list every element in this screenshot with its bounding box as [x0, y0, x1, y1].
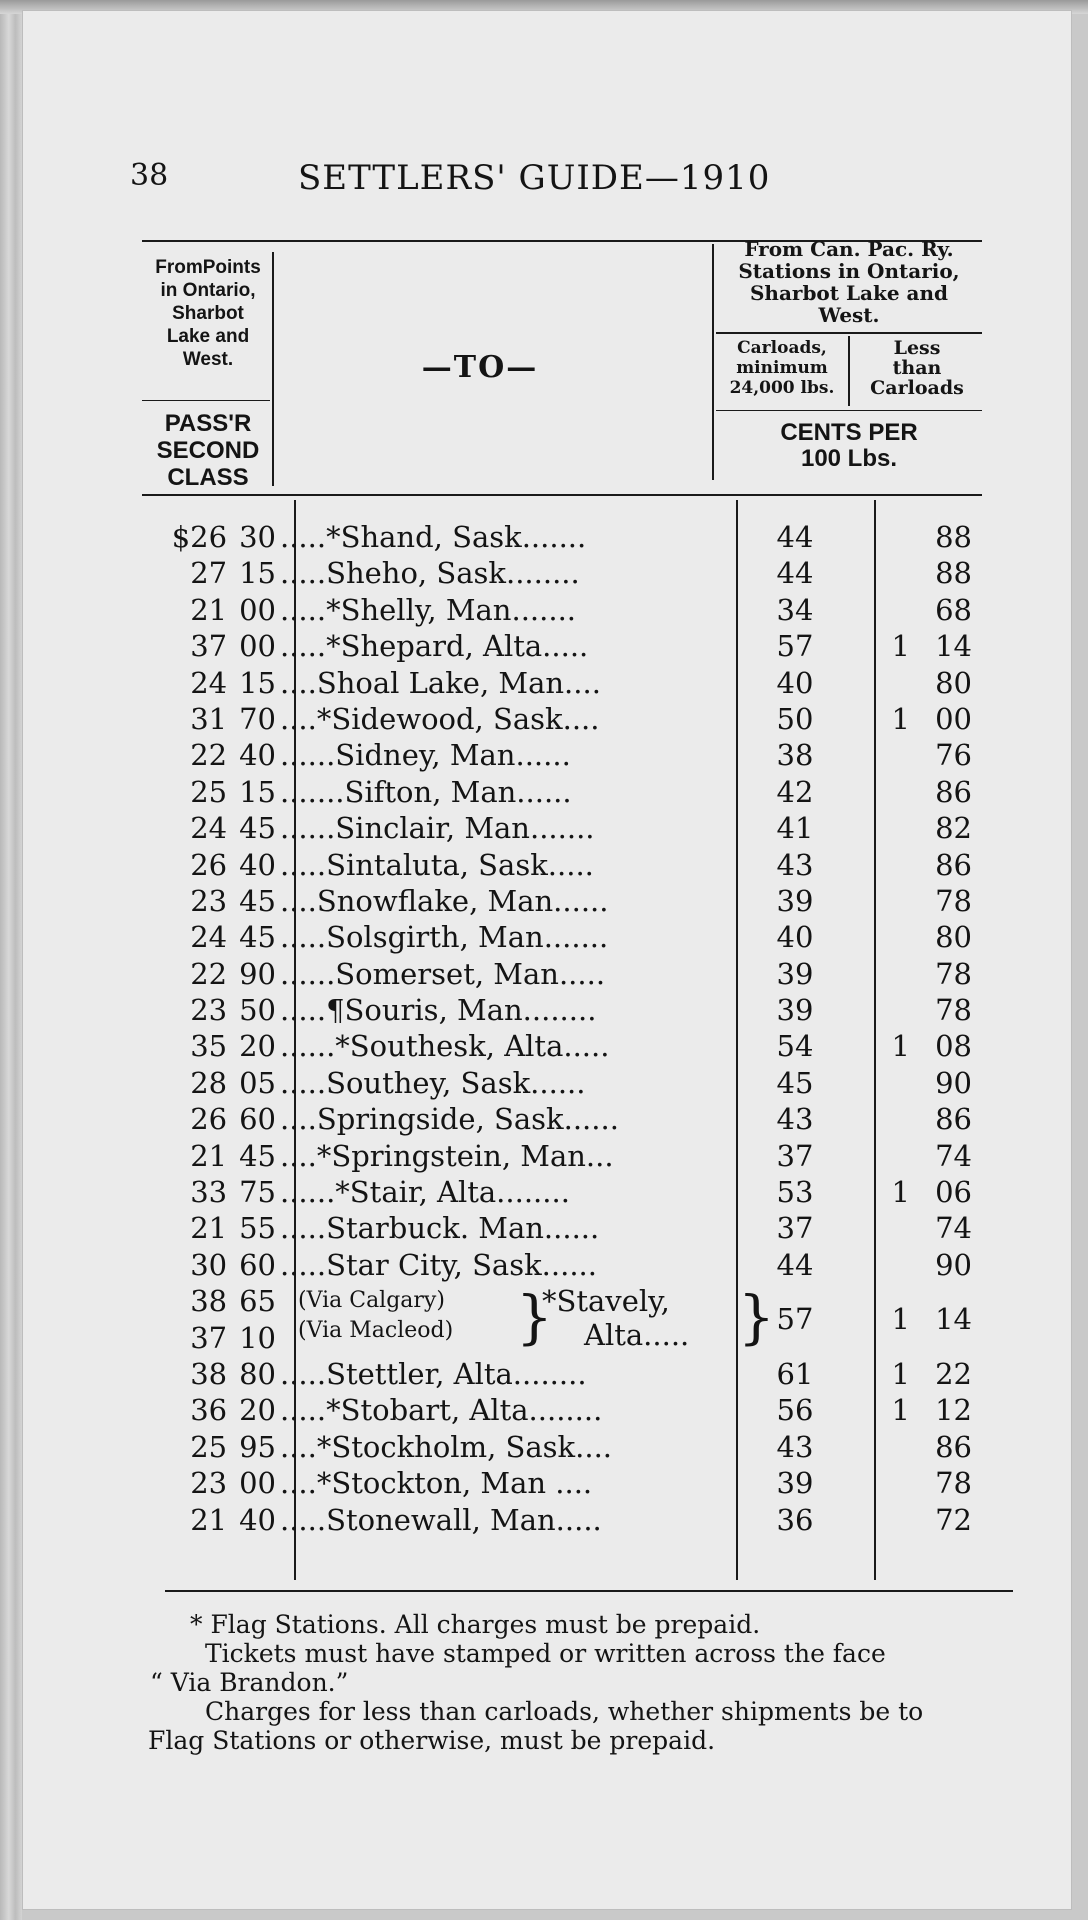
via-route: (Via Macleod)	[298, 1318, 454, 1344]
less-rate	[850, 1302, 1088, 1336]
less-rate	[850, 811, 1088, 845]
carload-rate: 37	[776, 1138, 814, 1173]
less-rate	[850, 1430, 1088, 1464]
less-rate-cents: 14	[935, 1302, 972, 1337]
table-row	[130, 1357, 1000, 1393]
table-row	[130, 811, 1000, 847]
less-rate-cents: 76	[935, 738, 972, 773]
table-row	[130, 1466, 1000, 1502]
destination: ....*Stockholm, Sask....	[280, 1429, 612, 1464]
less-rate-cents: 72	[935, 1502, 972, 1537]
table-row	[130, 520, 1000, 556]
destination: .....Solsgirth, Man.......	[280, 920, 609, 955]
fare	[130, 1066, 276, 1100]
fare-cents: 20	[239, 1393, 276, 1428]
fare-dollars: 31	[190, 701, 228, 736]
destination: ......*Stair, Alta........	[280, 1175, 570, 1210]
footnote: Flag Stations or otherwise, must be prepaid.	[148, 1726, 716, 1755]
fare-cents: 45	[239, 920, 276, 955]
table-row	[130, 775, 1000, 811]
less-rate	[850, 848, 1088, 882]
less-than-carloads-header	[852, 338, 982, 398]
less-rate-cents: 68	[935, 592, 972, 627]
less-rate-cents: 88	[935, 556, 972, 591]
table-row	[130, 1393, 1000, 1429]
fare-class-line: CLASS	[167, 464, 249, 491]
fare-cents: 95	[239, 1429, 276, 1464]
less-rate	[850, 1139, 1088, 1173]
right-brace: }	[738, 1283, 775, 1352]
table-row	[130, 629, 1000, 665]
destination: .....Sintaluta, Sask.....	[280, 847, 594, 882]
fare	[130, 993, 276, 1027]
table-row	[130, 884, 1000, 920]
less-rate	[850, 1029, 1088, 1063]
less-header-line: than	[892, 357, 942, 379]
carload-rate: 39	[776, 883, 814, 918]
less-rate-cents: 80	[935, 920, 972, 955]
less-rate	[850, 702, 1088, 736]
freight-header-line: From Can. Pac. Ry.	[744, 237, 954, 261]
less-rate-dollars: 1	[891, 1029, 910, 1064]
table-row	[130, 1503, 1000, 1539]
carload-rate: 36	[776, 1502, 814, 1537]
destination: ....Snowflake, Man......	[280, 883, 609, 918]
fare-dollars: 28	[190, 1065, 228, 1100]
fare-dollars: 27	[190, 556, 228, 591]
fare-dollars: 37	[190, 1320, 228, 1355]
carload-rate: 42	[776, 774, 814, 809]
fare-dollars: 21	[190, 1502, 228, 1537]
footnote: * Flag Stations. All charges must be prepaid.	[190, 1610, 761, 1639]
destination: .....*Shelly, Man.......	[280, 592, 577, 627]
destination: ......Sinclair, Man.......	[280, 811, 595, 846]
destination: .....¶Souris, Man........	[280, 993, 597, 1028]
carload-rate: 57	[776, 629, 814, 664]
destination	[542, 1284, 689, 1352]
carloads-header-line: Carloads,	[737, 338, 827, 358]
destination: ......*Southesk, Alta.....	[280, 1029, 610, 1064]
table-row	[130, 957, 1000, 993]
fare-dollars: 24	[190, 811, 228, 846]
less-header-line: Less	[893, 337, 941, 359]
fare-cents: 70	[239, 701, 276, 736]
fare-dollars: 33	[190, 1175, 228, 1210]
less-rate-cents: 00	[935, 701, 972, 736]
fare-cents: 40	[239, 738, 276, 773]
fare-cents: 10	[239, 1320, 276, 1355]
less-rate-cents: 78	[935, 993, 972, 1028]
fare	[130, 1284, 276, 1318]
table-row-stavely	[130, 1284, 1000, 1357]
table-row	[130, 1139, 1000, 1175]
less-rate-cents: 86	[935, 774, 972, 809]
table-row	[130, 1248, 1000, 1284]
less-rate	[850, 520, 1088, 554]
fare	[130, 920, 276, 954]
fare-cents: 15	[239, 556, 276, 591]
carload-rate: 57	[776, 1302, 814, 1337]
header-bottom-rule	[142, 494, 982, 496]
table-row	[130, 738, 1000, 774]
less-rate-cents: 90	[935, 1065, 972, 1100]
fare	[130, 1139, 276, 1173]
fare-cents: 00	[239, 1466, 276, 1501]
right-header-vline	[848, 336, 850, 406]
destination: ....*Springstein, Man...	[280, 1138, 614, 1173]
less-rate-cents: 12	[935, 1393, 972, 1428]
fare	[130, 1321, 276, 1355]
fare-dollars: 26	[190, 847, 228, 882]
less-rate	[850, 1102, 1088, 1136]
fare-dollars: 25	[190, 1429, 228, 1464]
carload-rate: 43	[776, 847, 814, 882]
less-rate-cents: 88	[935, 520, 972, 554]
fare	[130, 556, 276, 590]
fare	[130, 520, 276, 554]
table-row	[130, 920, 1000, 956]
fare-cents: 75	[239, 1175, 276, 1210]
fare-dollars: 21	[190, 592, 228, 627]
fare	[130, 848, 276, 882]
fare	[130, 1248, 276, 1282]
fare-dollars: $26	[171, 520, 228, 554]
fare-cents: 00	[239, 629, 276, 664]
destination-line: *Stavely,	[542, 1284, 670, 1319]
less-rate-dollars: 1	[891, 1393, 910, 1428]
fare-cents: 30	[239, 520, 276, 554]
left-header-divider	[142, 400, 270, 401]
carload-rate: 44	[776, 1247, 814, 1282]
less-rate	[850, 1248, 1088, 1282]
fare-cents: 65	[239, 1284, 276, 1319]
destination: .....Starbuck. Man......	[280, 1211, 600, 1246]
less-rate-cents: 86	[935, 1102, 972, 1137]
less-rate	[850, 1393, 1088, 1427]
carload-rate: 39	[776, 1466, 814, 1501]
fare-cents: 55	[239, 1211, 276, 1246]
footnotes	[148, 1610, 1020, 1755]
fare	[130, 1503, 276, 1537]
fare-cents: 60	[239, 1247, 276, 1282]
table-row	[130, 1029, 1000, 1065]
less-rate	[850, 884, 1088, 918]
cents-header-line: CENTS PER	[780, 419, 918, 446]
destination: .....Southey, Sask......	[280, 1065, 586, 1100]
fare-cents: 50	[239, 993, 276, 1028]
less-rate	[850, 593, 1088, 627]
carload-rate: 44	[776, 556, 814, 591]
fare-cents: 20	[239, 1029, 276, 1064]
fare-dollars: 22	[190, 956, 228, 991]
destination: .....*Stobart, Alta........	[280, 1393, 603, 1428]
fare-dollars: 30	[190, 1247, 228, 1282]
carload-rate: 54	[776, 1029, 814, 1064]
fare-dollars: 26	[190, 1102, 228, 1137]
carload-rate: 43	[776, 1102, 814, 1137]
fare-cents: 45	[239, 811, 276, 846]
destination: ......Somerset, Man.....	[280, 956, 606, 991]
table-row	[130, 1102, 1000, 1138]
less-rate-cents: 22	[935, 1357, 972, 1391]
cents-divider	[716, 410, 982, 411]
page-number: 38	[130, 158, 169, 193]
less-rate	[850, 1503, 1088, 1537]
less-rate-cents: 78	[935, 1466, 972, 1501]
cents-per-header	[716, 420, 982, 472]
via-route: (Via Calgary)	[298, 1288, 445, 1314]
fare-class-line: PASS'R	[164, 410, 252, 437]
less-rate-cents: 06	[935, 1175, 972, 1210]
destination: .....Stonewall, Man.....	[280, 1502, 602, 1537]
carload-rate: 38	[776, 738, 814, 773]
destination: .....Stettler, Alta........	[280, 1357, 587, 1391]
fare	[130, 775, 276, 809]
destination: ....Springside, Sask......	[280, 1102, 619, 1137]
left-brace: }	[516, 1283, 553, 1352]
fare-dollars: 22	[190, 738, 228, 773]
freight-header-line: West.	[818, 303, 880, 327]
less-rate-dollars: 1	[891, 701, 910, 736]
less-rate-dollars: 1	[891, 1302, 910, 1337]
less-rate	[850, 738, 1088, 772]
fare	[130, 1357, 276, 1391]
fare	[130, 702, 276, 736]
destination: .....Sheho, Sask........	[280, 556, 580, 591]
destination: ......Sidney, Man......	[280, 738, 571, 773]
fare	[130, 1102, 276, 1136]
fare	[130, 1466, 276, 1500]
table-row	[130, 593, 1000, 629]
carload-rate: 34	[776, 592, 814, 627]
fare-cents: 60	[239, 1102, 276, 1137]
less-rate-cents: 78	[935, 956, 972, 991]
fare-dollars: 38	[190, 1357, 228, 1391]
less-rate-cents: 74	[935, 1138, 972, 1173]
fare-dollars: 36	[190, 1393, 228, 1428]
fare	[130, 629, 276, 663]
via-routes	[298, 1286, 453, 1346]
fare-cents: 00	[239, 592, 276, 627]
fare-dollars: 24	[190, 920, 228, 955]
book-edge	[0, 0, 22, 1920]
fare-cents: 15	[239, 665, 276, 700]
carload-rate: 56	[776, 1393, 814, 1428]
less-header-line: Carloads	[870, 377, 964, 399]
destination: .......Sifton, Man......	[280, 774, 572, 809]
carloads-header	[716, 338, 848, 398]
less-rate-dollars: 1	[891, 629, 910, 664]
fare-dollars: 38	[190, 1284, 228, 1319]
freight-header	[716, 238, 982, 326]
fare-cents: 05	[239, 1065, 276, 1100]
destination: .....Star City, Sask......	[280, 1247, 597, 1282]
freight-header-line: Sharbot Lake and	[749, 281, 949, 305]
less-rate	[850, 1066, 1088, 1100]
origin-header-line: West.	[182, 349, 234, 370]
less-rate	[850, 1175, 1088, 1209]
fare	[130, 1029, 276, 1063]
less-rate-dollars: 1	[891, 1175, 910, 1210]
table-row	[130, 556, 1000, 592]
page-header	[130, 158, 830, 198]
running-title: SETTLERS' GUIDE—1910	[298, 158, 771, 198]
carload-rate: 39	[776, 993, 814, 1028]
carload-rate: 61	[776, 1357, 814, 1391]
fare-dollars: 25	[190, 774, 228, 809]
fare-cents: 40	[239, 1502, 276, 1537]
less-rate-cents: 82	[935, 811, 972, 846]
fare	[130, 1430, 276, 1464]
table-row	[130, 666, 1000, 702]
cents-header-line: 100 Lbs.	[800, 445, 898, 472]
table-row	[130, 1066, 1000, 1102]
fare	[130, 957, 276, 991]
destination: ....Shoal Lake, Man....	[280, 665, 601, 700]
less-rate	[850, 556, 1088, 590]
carload-rate: 45	[776, 1065, 814, 1100]
fare	[130, 1211, 276, 1245]
fare-cents: 90	[239, 956, 276, 991]
less-rate	[850, 1357, 1088, 1391]
carload-rate: 43	[776, 1429, 814, 1464]
less-rate	[850, 629, 1088, 663]
less-rate-cents: 90	[935, 1247, 972, 1282]
carloads-header-line: minimum	[736, 358, 828, 378]
origin-header-line: Lake and	[166, 326, 250, 347]
destination: ....*Stockton, Man ....	[280, 1466, 593, 1501]
fare-cents: 45	[239, 1138, 276, 1173]
fare-dollars: 23	[190, 883, 228, 918]
table-row	[130, 993, 1000, 1029]
table-row	[130, 1175, 1000, 1211]
less-rate	[850, 1211, 1088, 1245]
destination: .....*Shepard, Alta.....	[280, 629, 589, 664]
less-rate	[850, 1466, 1088, 1500]
less-rate-dollars: 1	[891, 1357, 910, 1391]
less-rate	[850, 957, 1088, 991]
mid-header-vline	[712, 244, 714, 480]
right-header-divider	[716, 332, 982, 334]
to-header: —TO—	[421, 350, 539, 385]
footnote: Tickets must have stamped or written across the face	[205, 1639, 886, 1668]
less-rate-cents: 08	[935, 1029, 972, 1064]
less-rate-cents: 86	[935, 1429, 972, 1464]
freight-header-line: Stations in Ontario,	[738, 259, 960, 283]
fare-class-header	[138, 410, 278, 491]
fare-class-line: SECOND	[156, 437, 260, 464]
table-bottom-rule	[165, 1590, 1013, 1592]
table-row	[130, 702, 1000, 738]
fare-dollars: 23	[190, 993, 228, 1028]
destination: .....*Shand, Sask.......	[280, 520, 587, 554]
fare	[130, 593, 276, 627]
less-rate	[850, 775, 1088, 809]
fare-dollars: 21	[190, 1211, 228, 1246]
destination-line: Alta.....	[584, 1318, 690, 1353]
carload-rate: 41	[776, 811, 814, 846]
fare-dollars: 37	[190, 629, 228, 664]
carload-rate: 40	[776, 920, 814, 955]
fare	[130, 811, 276, 845]
carload-rate: 44	[776, 520, 814, 554]
origin-header-line: in Ontario,	[160, 280, 256, 301]
fare-cents: 40	[239, 847, 276, 882]
less-rate-cents: 80	[935, 665, 972, 700]
origin-header	[138, 256, 278, 371]
less-rate	[850, 920, 1088, 954]
less-rate-cents: 14	[935, 629, 972, 664]
destination: ....*Sidewood, Sask....	[280, 701, 600, 736]
less-rate	[850, 993, 1088, 1027]
fare	[130, 738, 276, 772]
fare-dollars: 35	[190, 1029, 228, 1064]
carload-rate: 39	[776, 956, 814, 991]
carloads-header-line: 24,000 lbs.	[729, 378, 835, 398]
fare-dollars: 24	[190, 665, 228, 700]
less-rate-cents: 74	[935, 1211, 972, 1246]
footnote: Charges for less than carloads, whether shipments be to	[205, 1697, 924, 1726]
less-rate-cents: 78	[935, 883, 972, 918]
table-row	[130, 848, 1000, 884]
fare-cents: 15	[239, 774, 276, 809]
carload-rate: 53	[776, 1175, 814, 1210]
less-rate-cents: 86	[935, 847, 972, 882]
fare-dollars: 21	[190, 1138, 228, 1173]
rate-table	[130, 520, 1000, 1539]
footnote: “ Via Brandon.”	[150, 1668, 349, 1697]
fare	[130, 884, 276, 918]
fare-cents: 45	[239, 883, 276, 918]
table-row	[130, 1430, 1000, 1466]
origin-header-line: FromPoints	[155, 257, 261, 278]
carload-rate: 40	[776, 665, 814, 700]
carload-rate: 37	[776, 1211, 814, 1246]
fare	[130, 1175, 276, 1209]
carload-rate: 50	[776, 701, 814, 736]
table-row	[130, 1211, 1000, 1247]
fare-dollars: 23	[190, 1466, 228, 1501]
origin-header-line: Sharbot	[172, 303, 244, 324]
fare	[130, 1393, 276, 1427]
less-rate	[850, 666, 1088, 700]
fare	[130, 666, 276, 700]
fare-cents: 80	[239, 1357, 276, 1391]
